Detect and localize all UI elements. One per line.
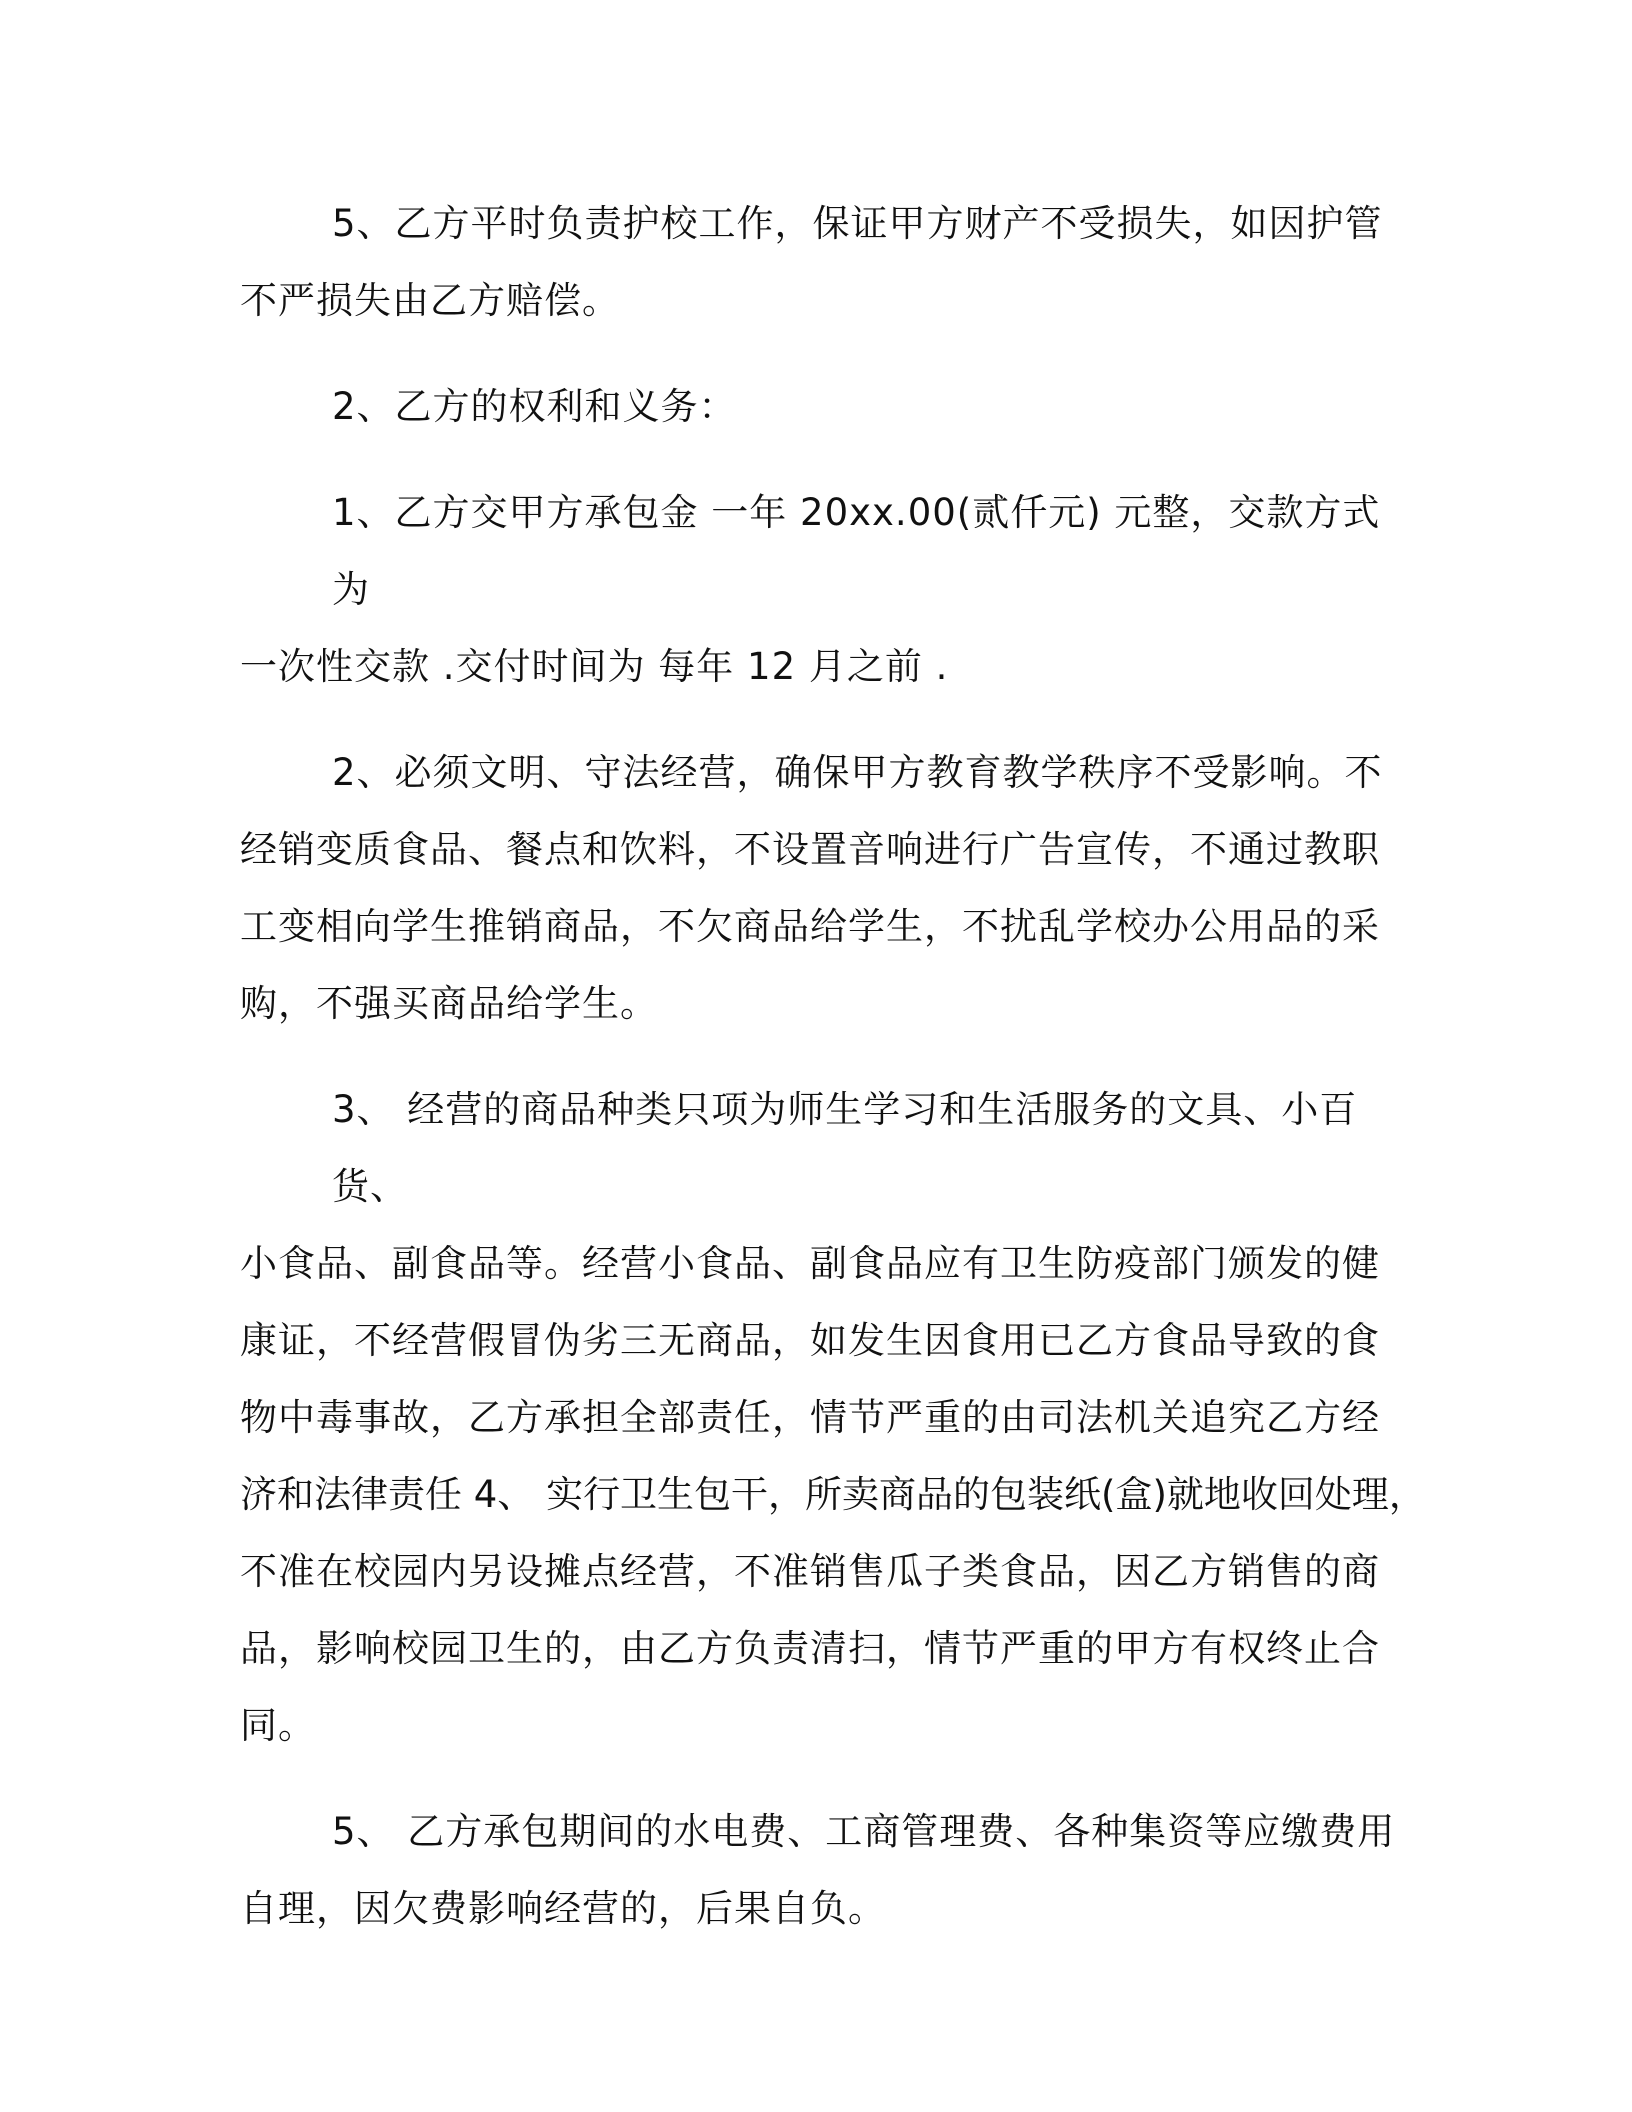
text-line: 一次性交款 .交付时间为 每年 12 月之前 .: [240, 645, 949, 688]
section-heading-rights-obligations: [240, 368, 1410, 445]
text-line: 2、必须文明、守法经营，确保甲方教育教学秩序不受影响。不: [332, 751, 1383, 794]
text-line: 自理，因欠费影响经营的，后果自负。: [240, 1887, 886, 1930]
text-line: 经销变质食品、餐点和饮料，不设置音响进行广告宣传，不通过教职: [240, 828, 1380, 871]
text-line: 济和法律责任 4、 实行卫生包干，所卖商品的包装纸(盒)就地收回处理，: [240, 1473, 1426, 1516]
text-line: 康证，不经营假冒伪劣三无商品，如发生因食用已乙方食品导致的食: [240, 1319, 1380, 1362]
text-line: 物中毒事故，乙方承担全部责任，情节严重的由司法机关追究乙方经: [240, 1396, 1380, 1439]
paragraph-item-5-protection: [240, 185, 1410, 339]
text-line: 小食品、副食品等。经营小食品、副食品应有卫生防疫部门颁发的健: [240, 1242, 1380, 1285]
text-line: 同。: [240, 1704, 316, 1747]
text-line: 品，影响校园卫生的，由乙方负责清扫，情节严重的甲方有权终止合: [240, 1627, 1380, 1670]
text-line: 工变相向学生推销商品，不欠商品给学生，不扰乱学校办公用品的采: [240, 905, 1380, 948]
paragraph-item-2-lawful-operation: [240, 734, 1410, 1042]
text-line: 购，不强买商品给学生。: [240, 982, 658, 1025]
paragraph-item-5-fees: [240, 1793, 1410, 1947]
text-line: 1、乙方交甲方承包金 一年 20xx.00(贰仟元) 元整，交款方式为: [332, 491, 1381, 611]
text-line: 5、乙方平时负责护校工作，保证甲方财产不受损失，如因护管: [332, 202, 1383, 245]
text-line: 2、乙方的权利和义务：: [332, 385, 737, 428]
paragraph-item-3-goods-scope: [240, 1071, 1426, 1764]
text-line: 不准在校园内另设摊点经营，不准销售瓜子类食品，因乙方销售的商: [240, 1550, 1380, 1593]
text-line: 5、 乙方承包期间的水电费、工商管理费、各种集资等应缴费用: [332, 1810, 1396, 1853]
text-line: 不严损失由乙方赔偿。: [240, 279, 620, 322]
text-line: 3、 经营的商品种类只项为师生学习和生活服务的文具、小百货、: [332, 1088, 1358, 1208]
document-body: [240, 185, 1426, 1976]
paragraph-item-1-contract-fee: [240, 474, 1410, 705]
